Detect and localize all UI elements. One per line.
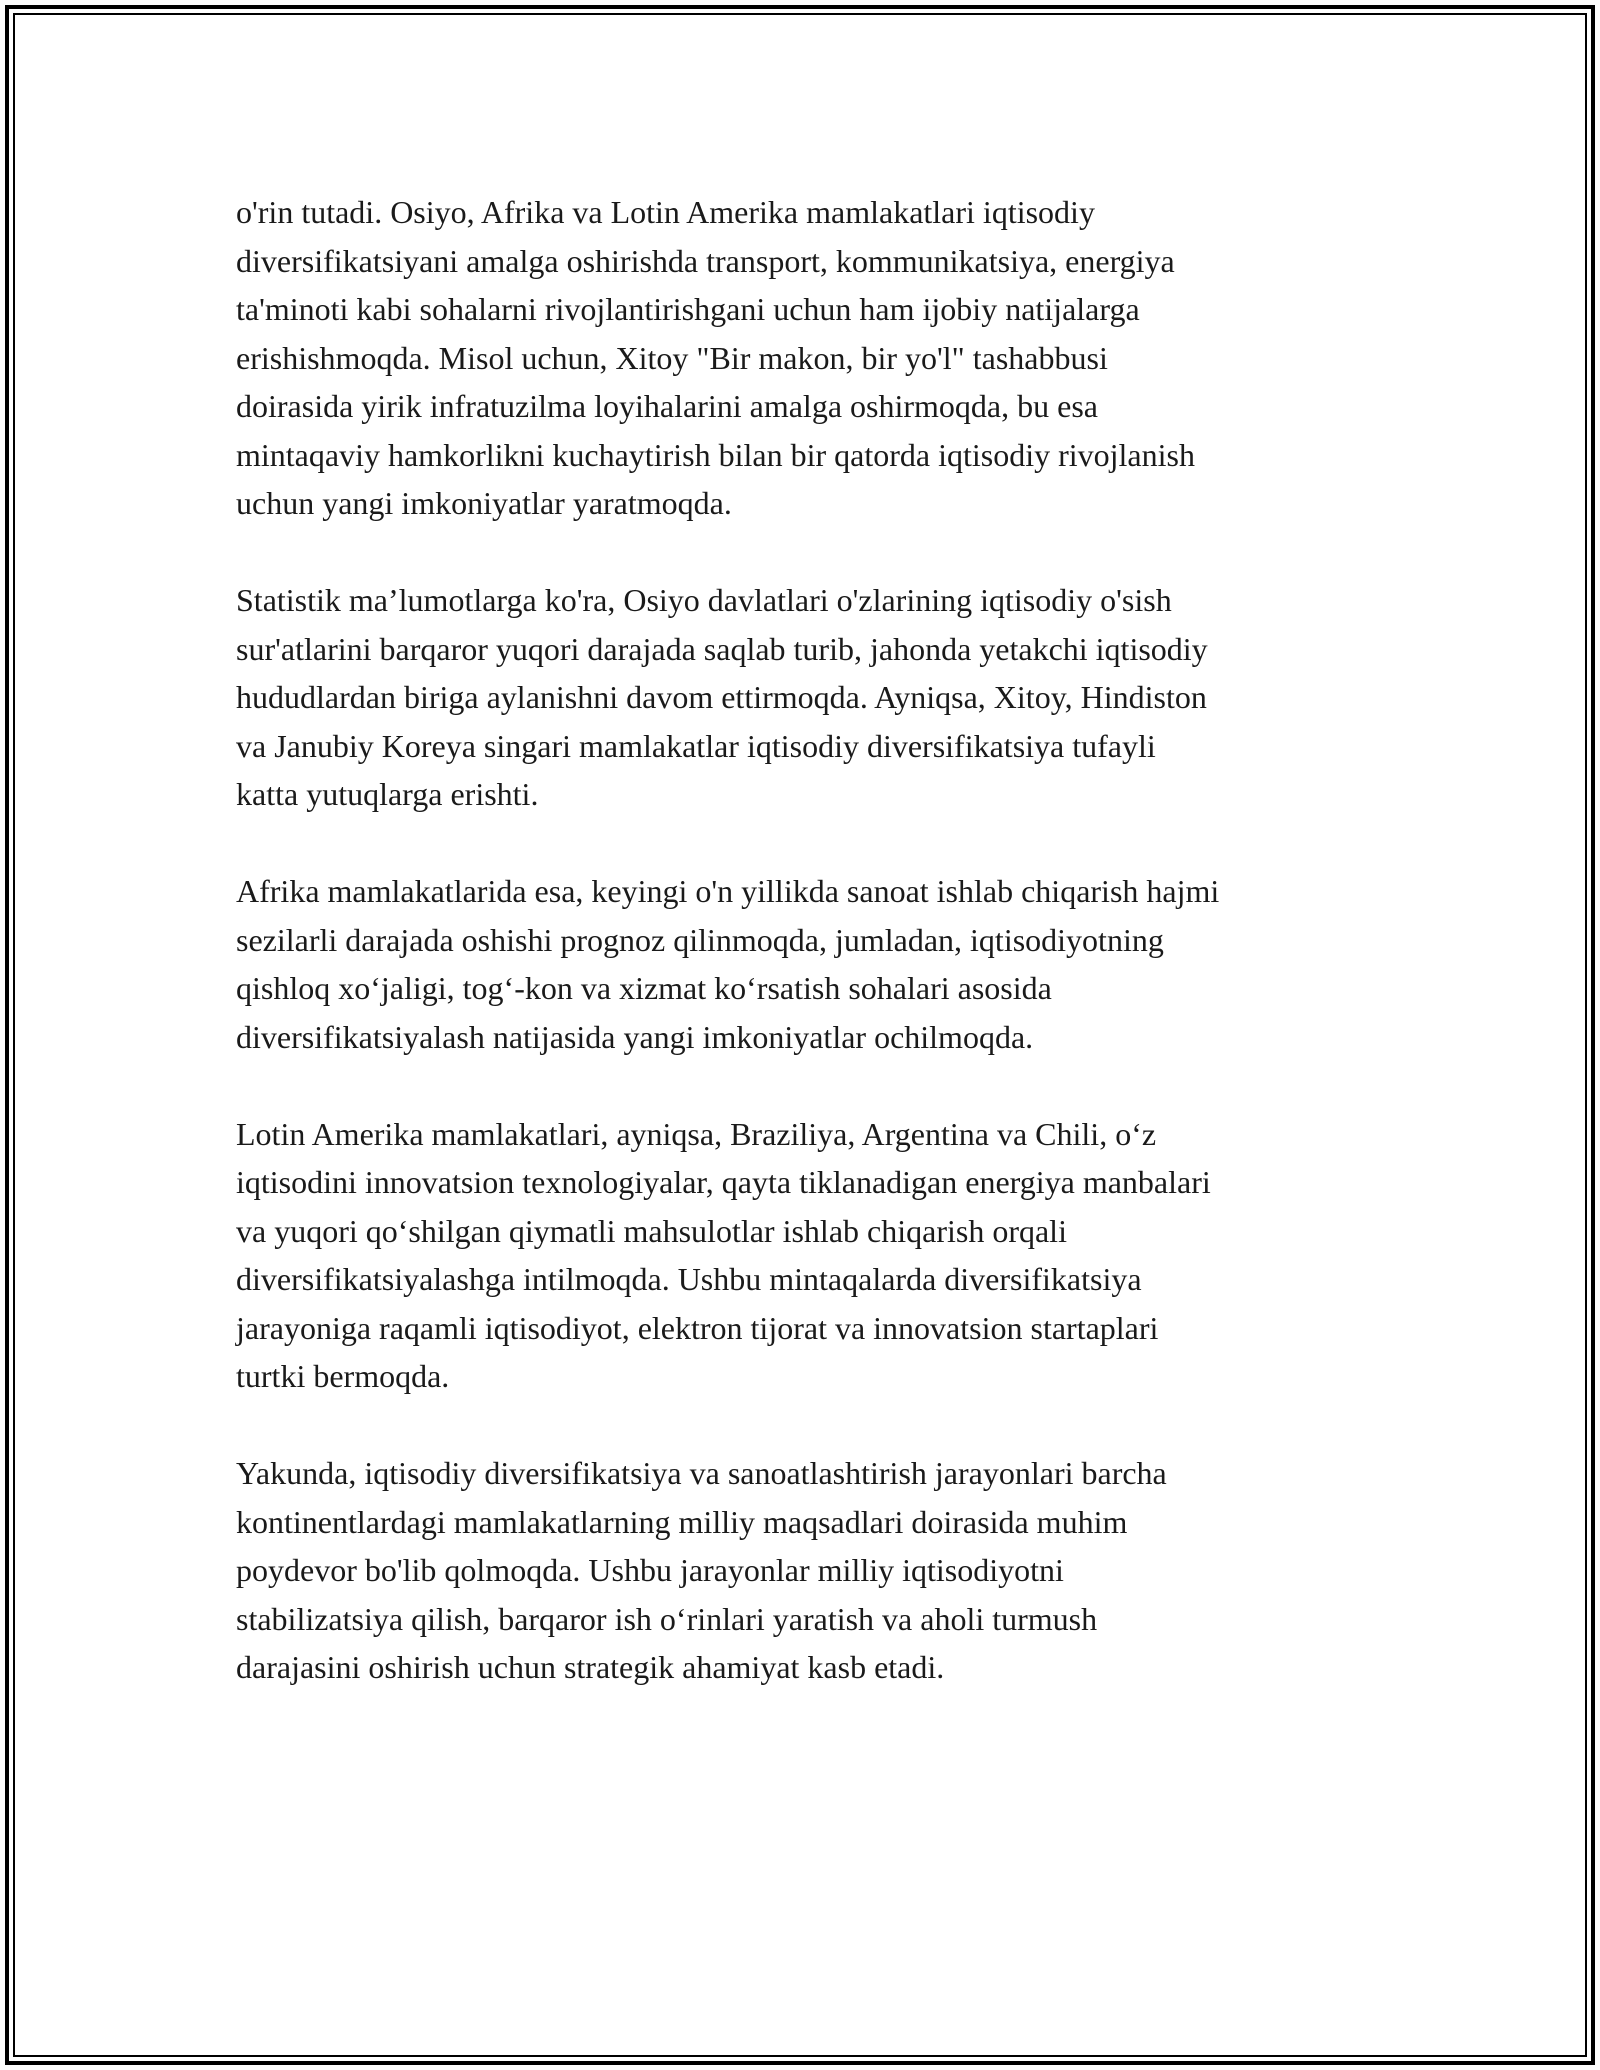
paragraph-4 <box>236 1110 1366 1401</box>
text-line: darajasini oshirish uchun strategik ahamiyat kasb etadi. <box>236 1649 945 1685</box>
paragraph-3 <box>236 867 1366 1061</box>
text-line: stabilizatsiya qilish, barqaror ish o‘rinlari yaratish va aholi turmush <box>236 1600 1098 1637</box>
text-line: Yakunda, iqtisodiy diversifikatsiya va sanoatlashtirish jarayonlari barcha <box>236 1455 1167 1491</box>
document-body <box>236 188 1366 1692</box>
text-line: Afrika mamlakatlarida esa, keyingi o'n yillikda sanoat ishlab chiqarish hajmi <box>236 873 1220 909</box>
text-line: mintaqaviy hamkorlikni kuchaytirish bilan bir qatorda iqtisodiy rivojlanish <box>236 436 1195 473</box>
paragraph-5 <box>236 1449 1366 1692</box>
text-line: kontinentlardagi mamlakatlarning milliy maqsadlari doirasida muhim <box>236 1503 1128 1540</box>
paragraph-2 <box>236 576 1366 819</box>
text-line: va Janubiy Koreya singari mamlakatlar iqtisodiy diversifikatsiya tufayli <box>236 727 1156 764</box>
text-line: jarayoniga raqamli iqtisodiyot, elektron tijorat va innovatsion startaplari <box>236 1309 1159 1346</box>
text-line: erishishmoqda. Misol uchun, Xitoy "Bir makon, bir yo'l" tashabbusi <box>236 339 1108 376</box>
text-line: doirasida yirik infratuzilma loyihalarini amalga oshirmoqda, bu esa <box>236 388 1098 424</box>
paragraph-1 <box>236 188 1366 528</box>
text-line: katta yutuqlarga erishti. <box>236 776 539 812</box>
text-line: Statistik ma’lumotlarga ko'ra, Osiyo davlatlari o'zlarining iqtisodiy o'sish <box>236 582 1172 618</box>
text-line: uchun yangi imkoniyatlar yaratmoqda. <box>236 485 732 521</box>
text-line: va yuqori qo‘shilgan qiymatli mahsulotlar ishlab chiqarish orqali <box>236 1212 1067 1249</box>
text-line: Lotin Amerika mamlakatlari, ayniqsa, Braziliya, Argentina va Chili, o‘z <box>236 1115 1157 1152</box>
text-line: hududlardan biriga aylanishni davom ettirmoqda. Ayniqsa, Xitoy, Hindiston <box>236 679 1207 715</box>
text-line: o'rin tutadi. Osiyo, Afrika va Lotin Amerika mamlakatlari iqtisodiy <box>236 194 1095 230</box>
text-line: sur'atlarini barqaror yuqori darajada saqlab turib, jahonda yetakchi iqtisodiy <box>236 630 1208 667</box>
text-line: diversifikatsiyalashga intilmoqda. Ushbu mintaqalarda diversifikatsiya <box>236 1261 1142 1297</box>
text-line: diversifikatsiyalash natijasida yangi imkoniyatlar ochilmoqda. <box>236 1018 1034 1055</box>
text-line: ta'minoti kabi sohalarni rivojlantirishgani uchun ham ijobiy natijalarga <box>236 291 1140 327</box>
text-line: diversifikatsiyani amalga oshirishda transport, kommunikatsiya, energiya <box>236 242 1175 279</box>
text-line: sezilarli darajada oshishi prognoz qilinmoqda, jumladan, iqtisodiyotning <box>236 921 1164 958</box>
text-line: qishloq xo‘jaligi, tog‘-kon va xizmat ko‘rsatish sohalari asosida <box>236 970 1052 1006</box>
text-line: turtki bermoqda. <box>236 1358 450 1394</box>
text-line: iqtisodini innovatsion texnologiyalar, qayta tiklanadigan energiya manbalari <box>236 1164 1211 1200</box>
text-line: poydevor bo'lib qolmoqda. Ushbu jarayonlar milliy iqtisodiyotni <box>236 1552 1064 1588</box>
